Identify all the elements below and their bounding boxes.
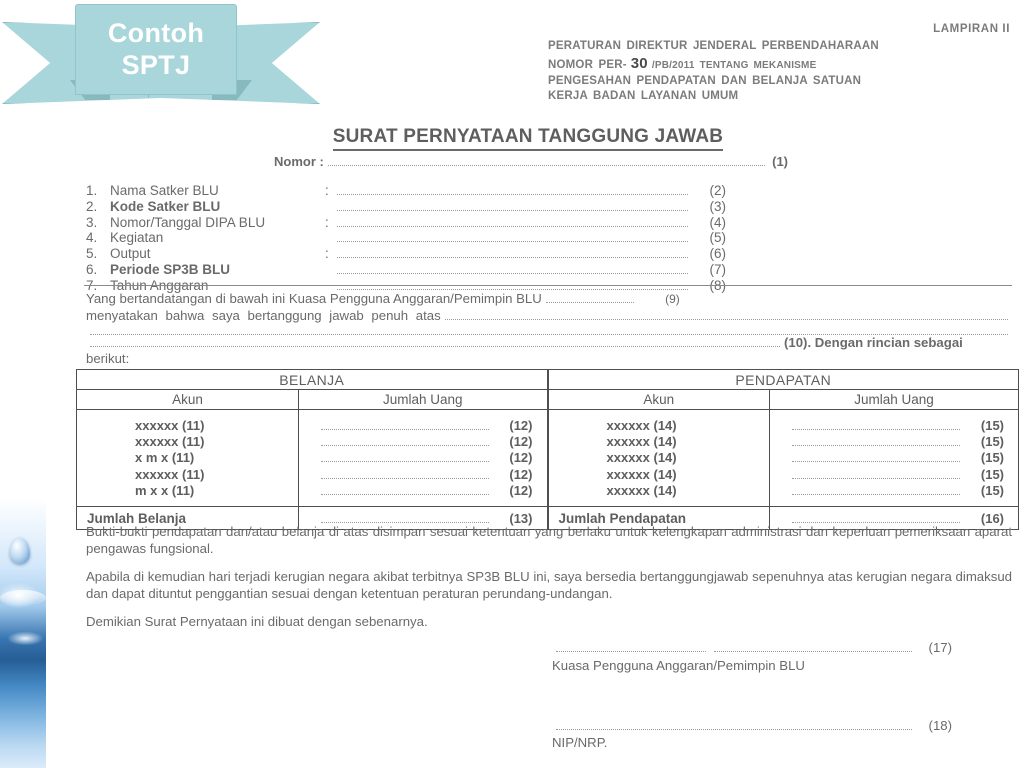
total-belanja-ref: (13) — [509, 510, 533, 526]
ribbon-label-line1: Contoh — [107, 18, 205, 49]
belanja-jumlah-item — [317, 467, 533, 483]
pendapatan-jumlah-item — [788, 467, 1004, 483]
pendapatan-jumlah-list — [770, 418, 1018, 499]
field-ref: (4) — [709, 214, 726, 230]
field-ref: (2) — [709, 183, 726, 198]
signature-block — [552, 640, 952, 674]
regulation-header — [548, 22, 1010, 104]
pendapatan-jumlah-dotted-line — [792, 436, 960, 446]
pendapatan-jumlah-item — [788, 483, 1004, 499]
statement-line-2 — [86, 308, 1012, 325]
belanja-jumlah-ref: (12) — [509, 418, 533, 433]
field-row — [86, 215, 726, 231]
closing-paragraph-3: Demikian Surat Pernyataan ini dibuat dengan sebenarnya. — [86, 614, 428, 629]
statement-line-1-ref: (9) — [665, 292, 680, 306]
pendapatan-akun-item: xxxxxx (14) — [606, 482, 677, 498]
belanja-jumlah-list — [299, 418, 547, 499]
lampiran-label: LAMPIRAN II — [933, 23, 1010, 35]
column-header-akun-belanja: Akun — [77, 390, 299, 410]
belanja-akun-item: x m x (11) — [135, 450, 195, 466]
regulation-line-3: PENGESAHAN PENDAPATAN DAN BELANJA SATUAN — [548, 75, 862, 88]
regulation-line-1: PERATURAN DIREKTUR JENDERAL PERBENDAHARAAN — [548, 40, 879, 53]
field-label: Nomor/Tanggal DIPA BLU — [110, 214, 266, 230]
field-dotted-line — [337, 232, 688, 243]
field-label: Output — [110, 246, 151, 262]
title-nomor-label: Nomor : — [274, 154, 324, 169]
pendapatan-jumlah-dotted-line — [792, 468, 960, 478]
statement-block — [86, 291, 1012, 368]
group-header-pendapatan: PENDAPATAN — [548, 370, 1019, 390]
pendapatan-akun-cell — [548, 410, 770, 507]
pendapatan-jumlah-dotted-line — [792, 484, 960, 494]
pendapatan-jumlah-item — [788, 418, 1004, 434]
pendapatan-jumlah-item — [788, 434, 1004, 450]
belanja-akun-item: xxxxxx (11) — [135, 418, 205, 433]
pendapatan-jumlah-ref: (15) — [980, 482, 1005, 498]
field-separator: : — [325, 214, 329, 230]
signature-place-date-ref: (17) — [928, 640, 952, 655]
belanja-jumlah-ref: (12) — [509, 450, 533, 466]
field-dotted-line — [337, 216, 688, 227]
group-header-belanja: BELANJA — [77, 370, 548, 390]
belanja-jumlah-dotted-line — [321, 436, 489, 446]
statement-line-1-text: Yang bertandatangan di bawah ini Kuasa Pengguna Anggaran/Pemimpin BLU — [86, 291, 542, 306]
signature-date-dotted-line — [714, 642, 912, 653]
statement-line-4-dotted-line — [90, 336, 780, 347]
field-list — [86, 183, 726, 294]
belanja-jumlah-ref: (12) — [509, 482, 533, 498]
belanja-jumlah-item — [317, 418, 533, 434]
field-dotted-line — [337, 247, 688, 258]
column-header-akun-pendapatan: Akun — [548, 390, 770, 410]
belanja-pendapatan-table — [76, 369, 1019, 530]
field-label: Periode SP3B BLU — [110, 261, 231, 277]
belanja-jumlah-item — [317, 450, 533, 466]
belanja-jumlah-cell — [299, 410, 548, 507]
page-title: SURAT PERNYATAAN TANGGUNG JAWAB — [333, 126, 723, 151]
pendapatan-akun-list — [549, 418, 770, 499]
statement-line-1-dotted-line — [546, 293, 634, 304]
field-row — [86, 199, 726, 215]
signature-nip-dotted-line — [556, 720, 912, 731]
regulation-nomor-prefix: NOMOR PER- — [548, 59, 627, 72]
field-row — [86, 230, 726, 246]
column-header-jumlah-belanja: Jumlah Uang — [299, 390, 548, 410]
title-nomor-ref: (1) — [772, 154, 788, 169]
field-label: Kegiatan — [110, 230, 164, 246]
regulation-line-4: KERJA BADAN LAYANAN UMUM — [548, 90, 739, 103]
signature-place-date-row — [552, 640, 952, 657]
signature-role-label: Kuasa Pengguna Anggaran/Pemimpin BLU — [552, 657, 805, 673]
field-number: 6. — [86, 261, 98, 277]
field-number: 4. — [86, 230, 98, 246]
belanja-jumlah-item — [317, 434, 533, 450]
statement-line-4 — [86, 335, 1012, 352]
field-number: 5. — [86, 246, 98, 262]
total-belanja-label: Jumlah Belanja — [77, 507, 299, 530]
regulation-nomor-value: 30 — [630, 55, 648, 73]
field-dotted-line — [337, 184, 688, 195]
statement-line-2-dotted-line — [445, 309, 1008, 320]
field-ref: (7) — [709, 261, 726, 277]
table-group-header-row — [77, 370, 1019, 390]
pendapatan-jumlah-cell — [770, 410, 1019, 507]
signature-nip-ref: (18) — [928, 718, 952, 733]
pendapatan-akun-item: xxxxxx (14) — [606, 450, 677, 466]
pendapatan-jumlah-ref: (15) — [980, 466, 1005, 482]
field-row — [86, 246, 726, 262]
total-belanja-dotted-line — [321, 512, 489, 522]
field-ref: (5) — [709, 230, 726, 246]
pendapatan-akun-item: xxxxxx (14) — [606, 434, 677, 450]
field-number: 1. — [86, 183, 98, 198]
belanja-jumlah-ref: (12) — [509, 434, 533, 450]
pendapatan-jumlah-dotted-line — [792, 452, 960, 462]
total-pendapatan-ref: (16) — [980, 510, 1005, 526]
regulation-nomor-suffix: /PB/2011 TENTANG MEKANISME — [651, 60, 817, 72]
field-label: Nama Satker BLU — [110, 183, 219, 198]
pendapatan-jumlah-ref: (15) — [980, 418, 1005, 433]
belanja-jumlah-ref: (12) — [509, 466, 533, 482]
signature-place-dotted-line — [556, 642, 706, 653]
title-block — [268, 126, 788, 169]
total-pendapatan-dotted-line — [792, 512, 960, 522]
signature-nip-block — [552, 718, 952, 751]
statement-line-3 — [86, 324, 1012, 335]
field-dotted-line — [337, 263, 688, 274]
regulation-nomor-line — [548, 54, 1010, 74]
belanja-jumlah-dotted-line — [321, 452, 489, 462]
pendapatan-jumlah-ref: (15) — [980, 434, 1005, 450]
field-label: Kode Satker BLU — [110, 198, 221, 214]
closing-paragraph-1: Bukti-bukti pendapatan dan/atau belanja di atas disimpan sesuai ketentuan yang berlaku untuk kelengkapan administrasi dan keperluan pemeriksaan aparat pengawas fungsional. — [86, 524, 1012, 556]
table-body-row — [77, 410, 1019, 507]
belanja-jumlah-dotted-line — [321, 484, 489, 494]
statement-line-1 — [86, 291, 1012, 308]
field-dotted-line — [337, 200, 688, 211]
field-ref: (3) — [709, 198, 726, 214]
title-nomor-dotted-line — [328, 156, 765, 166]
table-column-header-row — [77, 390, 1019, 410]
belanja-jumlah-dotted-line — [321, 468, 489, 478]
belanja-akun-list — [77, 418, 298, 499]
title-nomor-row — [268, 154, 788, 169]
pendapatan-jumlah-dotted-line — [792, 420, 960, 430]
field-row — [86, 262, 726, 278]
ribbon-label-line2: SPTJ — [121, 49, 191, 80]
pendapatan-akun-item: xxxxxx (14) — [606, 466, 677, 482]
signature-nip-row — [552, 718, 952, 735]
field-label: Tahun Anggaran — [110, 277, 209, 293]
field-number: 3. — [86, 214, 98, 230]
belanja-jumlah-dotted-line — [321, 420, 489, 430]
pendapatan-akun-item: xxxxxx (14) — [606, 418, 677, 433]
total-pendapatan-label: Jumlah Pendapatan — [548, 507, 770, 530]
field-number: 2. — [86, 198, 98, 214]
field-separator: : — [325, 246, 329, 262]
field-separator: : — [325, 183, 329, 198]
statement-line-2-text: menyatakan bahwa saya bertanggung jawab penuh atas — [86, 307, 441, 323]
section-divider — [84, 285, 1012, 286]
belanja-akun-item: xxxxxx (11) — [135, 434, 205, 450]
statement-line-5: berikut: — [86, 351, 130, 366]
belanja-jumlah-item — [317, 483, 533, 499]
belanja-akun-cell — [77, 410, 299, 507]
statement-line-3-dotted-line — [90, 324, 1008, 335]
field-number: 7. — [86, 277, 98, 293]
belanja-akun-item: xxxxxx (11) — [135, 466, 205, 482]
field-ref: (6) — [709, 246, 726, 262]
field-row — [86, 183, 726, 199]
closing-paragraph-2: Apabila di kemudian hari terjadi kerugian negara akibat terbitnya SP3B BLU ini, saya bersedia bertanggungjawab sepenuhnya atas kerugian negara dimaksud dan dapat dituntut penggantian sesuai dengan ketentuan peraturan perundang-undangan. — [86, 569, 1012, 601]
statement-line-4-tail: (10). Dengan rincian sebagai — [784, 334, 963, 350]
pendapatan-jumlah-ref: (15) — [980, 450, 1005, 466]
column-header-jumlah-pendapatan: Jumlah Uang — [770, 390, 1019, 410]
belanja-akun-item: m x x (11) — [135, 482, 195, 498]
signature-nip-label: NIP/NRP. — [552, 734, 608, 750]
pendapatan-jumlah-item — [788, 450, 1004, 466]
field-ref: (8) — [709, 277, 726, 293]
